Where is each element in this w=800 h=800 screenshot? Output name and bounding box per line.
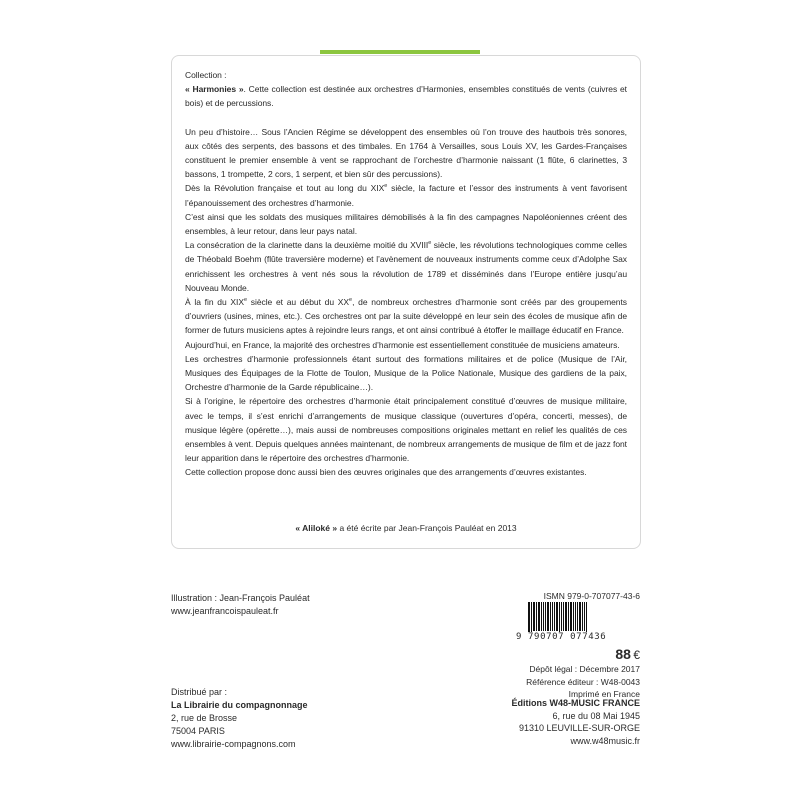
barcode [516, 602, 642, 642]
barcode-bar [579, 602, 581, 631]
accent-bar [320, 50, 480, 54]
barcode-bar [563, 602, 564, 631]
barcode-bar [586, 602, 587, 634]
barcode-bar [577, 602, 578, 631]
history-paragraph-2 [185, 181, 627, 209]
work-title: « Aliloké » [295, 523, 338, 533]
barcode-bar [573, 602, 574, 631]
barcode-bar [528, 602, 530, 634]
publisher-reference: Référence éditeur : W48-0043 [526, 676, 640, 687]
barcode-bar [547, 602, 549, 631]
ismn-number: ISMN 979-0-707077-43-6 [543, 591, 640, 601]
price-currency: € [633, 648, 640, 662]
superscript: e [349, 297, 353, 304]
history-paragraph-7: Les orchestres d’harmonie professionnels étant surtout des formations militaires et de police (Musique de l’Air, Musiques des Équipages de la Flotte de Toulon, Musique de la Police Nationale, Musique des gardiens de la paix, Orchestre d’harmonie de la Garde républicaine…). [185, 353, 627, 393]
history-paragraph-2-a: Dès la Révolution française et tout au long du XIX [185, 183, 385, 194]
history-paragraph-8: Si à l’origine, le répertoire des orchestres d’harmonie était principalement constitué d’œuvres de musique militaire, avec le temps, il s’est enrichi d’arrangements de musique classique (ouvertures d’opéra, concerti, messes), de musique légère (opérette…), mais aussi de nombreuses compositions originales mettant en relief les qualités de ces ensembles à vent. Depuis quelques années maintenant, de nombreux arrangements de musique de film et de jazz font leur apparition dans le répertoire des orchestres d’harmonie. [185, 396, 627, 464]
barcode-bar [538, 602, 540, 631]
barcode-bar [575, 602, 576, 631]
collection-description-panel [171, 55, 641, 549]
work-credit [172, 523, 640, 533]
barcode-bar [565, 602, 567, 631]
history-paragraph-6: Aujourd’hui, en France, la majorité des orchestres d’harmonie est essentiellement constituée de musiciens amateurs. [185, 339, 620, 350]
barcode-bar [584, 602, 585, 631]
barcode-bar [561, 602, 562, 631]
publisher-name: Éditions W48-MUSIC FRANCE [511, 698, 640, 708]
publisher-city: 91310 LEUVILLE-SUR-ORGE [518, 723, 640, 733]
history-paragraph-3: C’est ainsi que les soldats des musiques militaires démobilisés à la fin des campagnes Napoléoniennes créent des ensembles, à leur retour, dans leur pays natal. [185, 211, 627, 237]
history-paragraph-2-b: siècle, la facture et l’essor des instruments à vent favorisent l’épanouissement des orchestres d’harmonie. [185, 183, 628, 208]
history-paragraph-4-b: siècle, les révolutions technologiques comme celles de Théobald Boehm (flûte traversière moderne) et l’avènement de nouveaux instruments comme ceux d’Adolphe Sax enrichissent les orchestres à vent nés sous la révolution de 1789 et disséminés dans l’Europe entière jusqu’au Nouveau Monde. [185, 240, 628, 293]
work-credit-text: a été écrite par Jean-François Pauléat en 2013 [337, 523, 517, 533]
barcode-bar [552, 602, 553, 631]
illustrator-website[interactable]: www.jeanfrancoispauleat.fr [171, 606, 279, 616]
collection-label: Collection : [185, 70, 227, 80]
barcode-bar [536, 602, 537, 631]
distributor-name: La Librairie du compagnonnage [171, 700, 308, 710]
barcode-bar [533, 602, 535, 631]
history-paragraph-5-a: À la fin du XIX [185, 297, 244, 308]
history-paragraph-5-b: siècle et au début du XX [247, 297, 350, 308]
publisher-block [511, 697, 640, 747]
barcode-bar [541, 602, 542, 631]
history-paragraph-4 [185, 238, 627, 295]
distributor-city: 75004 PARIS [171, 726, 225, 736]
history-paragraph-1: Un peu d’histoire… Sous l’Ancien Régime se développent des ensembles où l’on trouve des hautbois très sonores, aux côtés des serpents, des bassons et des timbales. En 1764 à Versailles, sous Louis XV, les Gardes-Françaises constituent le premier ensemble à vent se rapprochant de l’orchestre d’harmonie naissant (1 flûte, 6 clarinettes, 3 bassons, 1 trompette, 2 cors, 1 serpent, et bien sûr des percussions). [185, 126, 627, 180]
price [615, 646, 640, 664]
barcode-bar [531, 602, 532, 634]
history-paragraph-4-a: La consécration de la clarinette dans la deuxième moitié du XVIII [185, 240, 429, 251]
collection-name: « Harmonies » [185, 84, 244, 95]
distributor-label: Distribué par : [171, 687, 228, 697]
barcode-bars [516, 602, 642, 634]
barcode-bar [559, 602, 560, 634]
barcode-bar [554, 602, 555, 631]
publisher-website[interactable]: www.w48music.fr [570, 735, 640, 746]
legal-info [526, 663, 640, 701]
distributor-block [171, 686, 308, 751]
barcode-bar [568, 602, 569, 631]
legal-deposit: Dépôt légal : Décembre 2017 [529, 664, 640, 674]
distributor-street: 2, rue de Brosse [171, 713, 238, 723]
barcode-bar [582, 602, 583, 631]
history-paragraph-9: Cette collection propose donc aussi bien des œuvres originales que des arrangements d’œuvres existantes. [185, 467, 587, 478]
collection-intro-text: . Cette collection est destinée aux orchestres d’Harmonies, ensembles constitués de vents (cuivres et bois) et de percussions. [185, 84, 627, 109]
ismn [544, 590, 640, 603]
superscript: e [384, 183, 388, 190]
distributor-website[interactable]: www.librairie-compagnons.com [171, 739, 296, 749]
history-paragraph-5 [185, 295, 627, 338]
history-paragraph-5-c: , de nombreux orchestres d’harmonie sont créés par des groupements d’ouvriers (usines, mines, etc.). Ces orchestres ont par la suite développé en leur sein des écoles de musique afin de former de futurs musiciens aptes à rejoindre leurs rangs, et ont ainsi contribué à étoffer le maillage éducatif en France. [185, 297, 627, 336]
barcode-bar [570, 602, 572, 631]
printed-in: Imprimé en France [568, 689, 640, 699]
barcode-bar [556, 602, 558, 631]
superscript: e [243, 297, 247, 304]
illustration-credit [171, 592, 310, 618]
collection-intro [185, 82, 627, 110]
barcode-bar [550, 602, 551, 631]
barcode-bar [545, 602, 546, 631]
superscript: e [428, 240, 432, 247]
illustrator-line: Illustration : Jean-François Pauléat [171, 593, 310, 603]
barcode-digits: 9 790707 077436 [516, 632, 642, 642]
barcode-bar [543, 602, 544, 631]
price-value: 88 [615, 646, 631, 662]
publisher-street: 6, rue du 08 Mai 1945 [552, 710, 640, 721]
